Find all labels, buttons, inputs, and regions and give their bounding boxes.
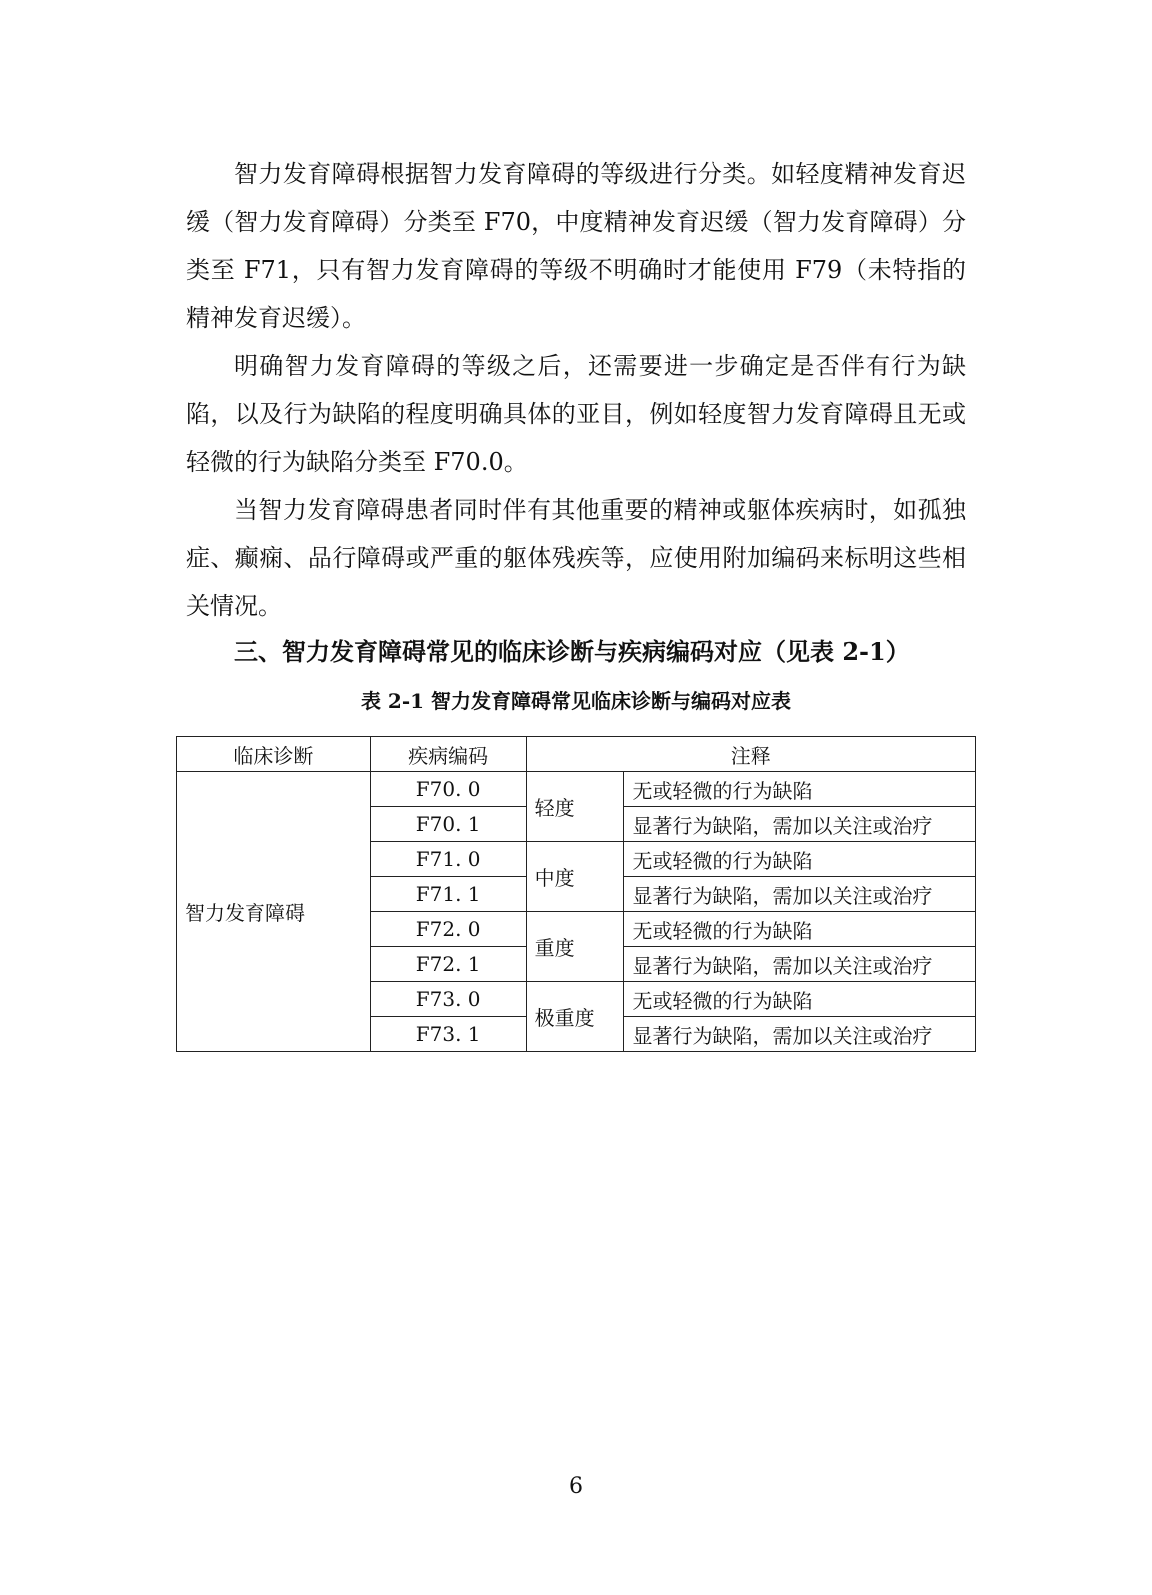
note-cell: 无或轻微的行为缺陷 — [624, 842, 976, 877]
note-cell: 显著行为缺陷，需加以关注或治疗 — [624, 1017, 976, 1052]
table-caption: 表 2-1 智力发育障碍常见临床诊断与编码对应表 — [360, 689, 792, 713]
note-cell: 无或轻微的行为缺陷 — [624, 912, 976, 947]
header-disease-code: 疾病编码 — [370, 737, 526, 772]
code-cell: F72. 0 — [370, 912, 526, 947]
diagnosis-code-table — [176, 736, 976, 1052]
header-notes: 注释 — [526, 737, 975, 772]
code-cell: F71. 1 — [370, 877, 526, 912]
note-cell: 显著行为缺陷，需加以关注或治疗 — [624, 877, 976, 912]
severity-cell: 中度 — [526, 842, 624, 912]
code-cell: F73. 1 — [370, 1017, 526, 1052]
code-cell: F71. 0 — [370, 842, 526, 877]
note-cell: 显著行为缺陷，需加以关注或治疗 — [624, 947, 976, 982]
severity-cell: 轻度 — [526, 772, 624, 842]
code-cell: F70. 1 — [370, 807, 526, 842]
code-cell: F70. 0 — [370, 772, 526, 807]
note-cell: 显著行为缺陷，需加以关注或治疗 — [624, 807, 976, 842]
note-cell: 无或轻微的行为缺陷 — [624, 982, 976, 1017]
body-paragraph: 当智力发育障碍患者同时伴有其他重要的精神或躯体疾病时，如孤独症、癫痫、品行障碍或严重的躯体残疾等，应使用附加编码来标明这些相关情况。 — [186, 496, 966, 620]
page-number: 6 — [569, 1474, 583, 1499]
code-cell: F73. 0 — [370, 982, 526, 1017]
body-paragraph: 明确智力发育障碍的等级之后，还需要进一步确定是否伴有行为缺陷，以及行为缺陷的程度明确具体的亚目，例如轻度智力发育障碍且无或轻微的行为缺陷分类至 F70.0。 — [186, 352, 966, 476]
header-clinical-diagnosis: 临床诊断 — [177, 737, 371, 772]
table-header-row — [177, 737, 976, 772]
table-row — [177, 772, 976, 807]
severity-cell: 极重度 — [526, 982, 624, 1052]
note-cell: 无或轻微的行为缺陷 — [624, 772, 976, 807]
body-paragraph: 智力发育障碍根据智力发育障碍的等级进行分类。如轻度精神发育迟缓（智力发育障碍）分类至 F70，中度精神发育迟缓（智力发育障碍）分类至 F71，只有智力发育障碍的等级不明确时才能使用 F79（未特指的精神发育迟缓）。 — [186, 160, 966, 332]
section-heading: 三、智力发育障碍常见的临床诊断与疾病编码对应（见表 2-1） — [234, 637, 910, 666]
code-cell: F72. 1 — [370, 947, 526, 982]
severity-cell: 重度 — [526, 912, 624, 982]
diagnosis-cell: 智力发育障碍 — [177, 772, 371, 1052]
